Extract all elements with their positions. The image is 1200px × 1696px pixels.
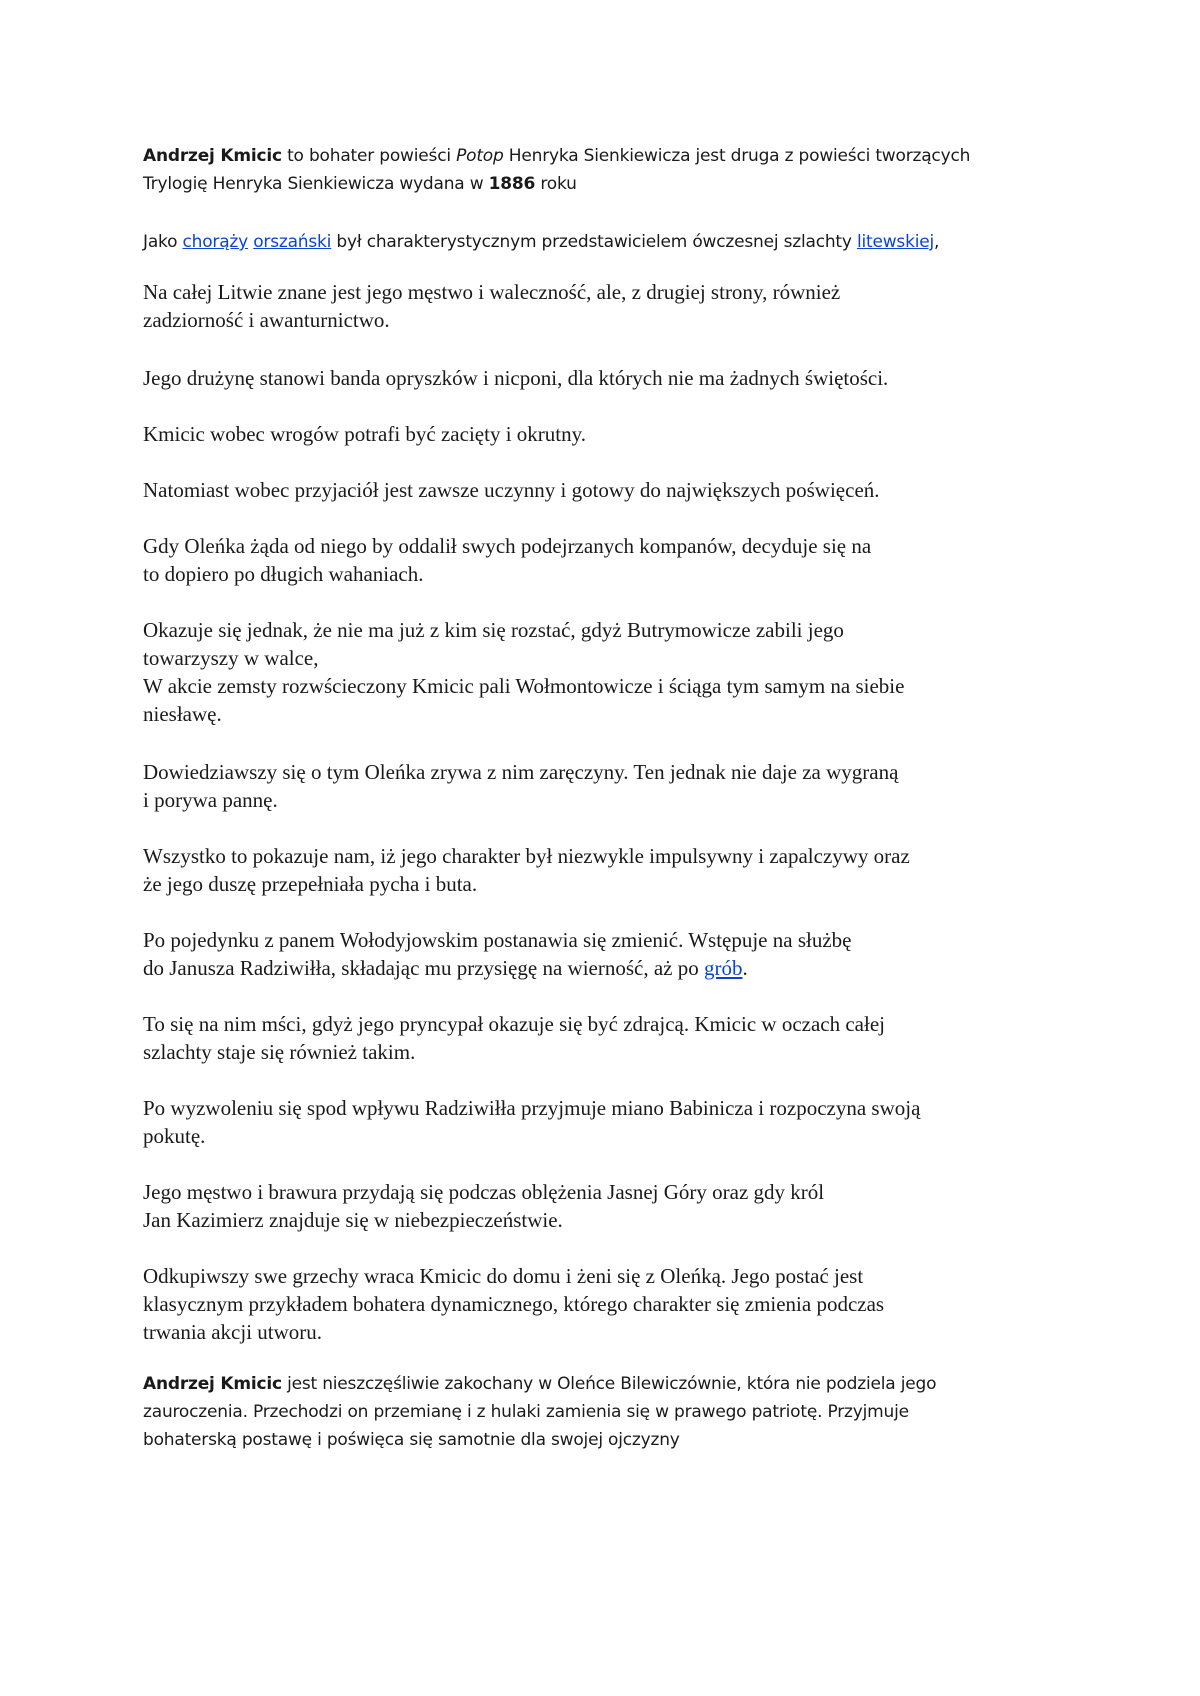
- paragraph-12: To się na nim mści, gdyż jego pryncypał okazuje się być zdrajcą. Kmicic w oczach całej szlachty staje się również takim.: [143, 1012, 885, 1064]
- paragraph-7: Gdy Oleńka żąda od niego by oddalił swych podejrzanych kompanów, decyduje się na to dopiero po długich wahaniach.: [143, 534, 872, 586]
- publication-year: 1886: [488, 174, 536, 194]
- paragraph-13: Po wyzwoleniu się spod wpływu Radziwiłła przyjmuje miano Babinicza i rozpoczyna swoją pokutę.: [143, 1096, 921, 1148]
- paragraph-6: Natomiast wobec przyjaciół jest zawsze uczynny i gotowy do największych poświęceń.: [143, 478, 880, 502]
- paragraph-5: Kmicic wobec wrogów potrafi być zacięty i okrutny.: [143, 422, 586, 446]
- paragraph-3: Na całej Litwie znane jest jego męstwo i waleczność, ale, z drugiej strony, również zadziorność i awanturnictwo.: [143, 280, 841, 332]
- paragraph-rank: Jako chorąży orszański był charakterystycznym przedstawicielem ówczesnej szlachty litewskiej,: [143, 232, 940, 252]
- paragraph-9: Dowiedziawszy się o tym Oleńka zrywa z nim zaręczyny. Ten jednak nie daje za wygraną i porywa pannę.: [143, 760, 899, 812]
- paragraph-summary: Andrzej Kmicic jest nieszczęśliwie zakochany w Oleńce Bilewiczównie, która nie podziela jego zauroczenia. Przechodzi on przemianę i z hulaki zamienia się w prawego patriotę. Przyjmuje bohaterską postawę i poświęca się samotnie dla swojej ojczyzny: [143, 1374, 937, 1450]
- paragraph-10: Wszystko to pokazuje nam, iż jego charakter był niezwykle impulsywny i zapalczywy oraz że jego duszę przepełniała pycha i buta.: [143, 844, 910, 896]
- paragraph-14: Jego męstwo i brawura przydają się podczas oblężenia Jasnej Góry oraz gdy król Jan Kazimierz znajduje się w niebezpieczeństwie.: [143, 1180, 825, 1232]
- link-orszanski[interactable]: orszański: [253, 232, 332, 252]
- novel-title: Potop: [456, 146, 504, 166]
- paragraph-15: Odkupiwszy swe grzechy wraca Kmicic do domu i żeni się z Oleńką. Jego postać jest klasycznym przykładem bohatera dynamicznego, którego charakter się zmienia podczas trwania akcji utworu.: [143, 1264, 885, 1344]
- link-litewskiej[interactable]: litewskiej: [856, 232, 935, 252]
- paragraph-11: Po pojedynku z panem Wołodyjowskim postanawia się zmienić. Wstępuje na służbę do Janusza Radziwiłła, składając mu przysięgę na wierność, aż po grób.: [143, 928, 852, 980]
- paragraph-4: Jego drużynę stanowi banda opryszków i nicponi, dla których nie ma żadnych świętości.: [143, 366, 889, 390]
- hero-name-summary: Andrzej Kmicic: [143, 1374, 282, 1394]
- paragraph-8: Okazuje się jednak, że nie ma już z kim się rozstać, gdyż Butrymowicze zabili jego towarzyszy w walce, W akcie zemsty rozwścieczony Kmicic pali Wołmontowicze i ściąga tym samym na siebie niesławę.: [143, 618, 905, 726]
- link-grob[interactable]: grób: [703, 956, 743, 980]
- link-chorazy[interactable]: chorąży: [182, 232, 248, 252]
- hero-name: Andrzej Kmicic: [143, 146, 282, 166]
- paragraph-intro: Andrzej Kmicic to bohater powieści Potop Henryka Sienkiewicza jest druga z powieści tworzących Trylogię Henryka Sienkiewicza wydana w 1886 roku: [143, 146, 971, 194]
